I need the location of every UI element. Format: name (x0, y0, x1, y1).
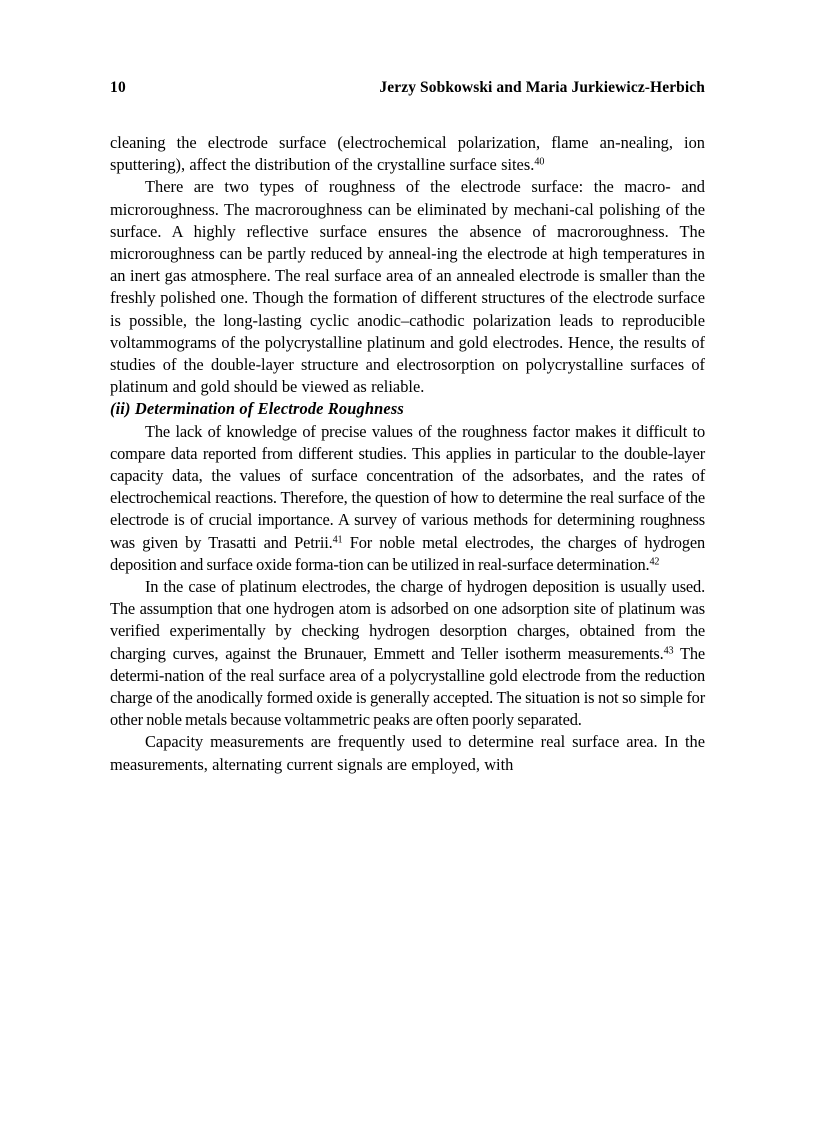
page-number: 10 (110, 79, 126, 96)
paragraph-5: Capacity measurements are frequently used to determine real surface area. In the measurements, alternating current signals are employed, with (110, 732, 705, 774)
body-text-block (110, 132, 705, 776)
footnote-marker-40: 40 (534, 156, 545, 168)
running-head-title: Jerzy Sobkowski and Maria Jurkiewicz-Herbich (379, 79, 705, 96)
paragraph-2: There are two types of roughness of the electrode surface: the macro- and microroughness. The macroroughness can be eliminated by mechani-​cal polishing of the surface. A highly reflective surface ensures the absence of macroroughness. The microroughness can be partly reduced by anneal-​ing the electrode at high temperatures in an inert gas atmosphere. The real surface area of an annealed electrode is smaller than the freshly polished one. Though the formation of different structures of the electrode surface is possible, the long-​lasting cyclic anodic–cathodic polarization leads to reproducible voltammograms of the polycrystalline platinum and gold electrodes. Hence, the results of studies of the double-​layer structure and electrosorption on polycrystalline surfaces of platinum and gold should be viewed as reliable. (110, 177, 705, 397)
paragraph-1-text: cleaning the electrode surface (electrochemical polarization, flame an-​nealing, ion sputtering), affect the distribution of the crystalline surface sites. (110, 133, 705, 175)
paragraph-3-part-1: The lack of knowledge of precise values of the roughness factor makes it difficult to compare data reported from different studies. This applies in particular to the double-​layer capacity data, the values of surface concentration of the adsorbates, and the rates of electrochemical reactions. Therefore, the question of how to determine the real surface of the electrode is of crucial importance. A survey of various methods for determining roughness was given by Trasatti and Petrii. (110, 421, 705, 552)
paragraph-4 (110, 576, 705, 731)
footnote-marker-41: 41 (332, 534, 343, 546)
running-head (110, 78, 705, 98)
paragraph-3 (110, 421, 705, 576)
paragraph-4-part-2: The determi-​nation of the real surface area of a polycrystalline gold electrode from the reduction charge of the anodically formed oxide is generally accepted. The situation is not so simple for other noble metals because voltammetric peaks are often poorly separated. (110, 643, 705, 730)
footnote-marker-43: 43 (663, 645, 674, 657)
section-heading: (ii) Determination of Electrode Roughness (110, 399, 404, 419)
paragraph-continuation (110, 132, 705, 176)
footnote-marker-42: 42 (649, 556, 660, 568)
paragraph-4-part-1: In the case of platinum electrodes, the charge of hydrogen deposition is usually used. The assumption that one hydrogen atom is adsorbed on one adsorption site of platinum was verified experimentally by checking hydrogen desorption charges, obtained from the charging curves, against the Brunauer, Emmett and Teller isotherm measurements. (110, 577, 705, 663)
paragraph-3-part-2: For noble metal electrodes, the charges of hydrogen deposition and surface oxide forma-​tion can be utilized in real-​surface determination. (110, 532, 706, 574)
